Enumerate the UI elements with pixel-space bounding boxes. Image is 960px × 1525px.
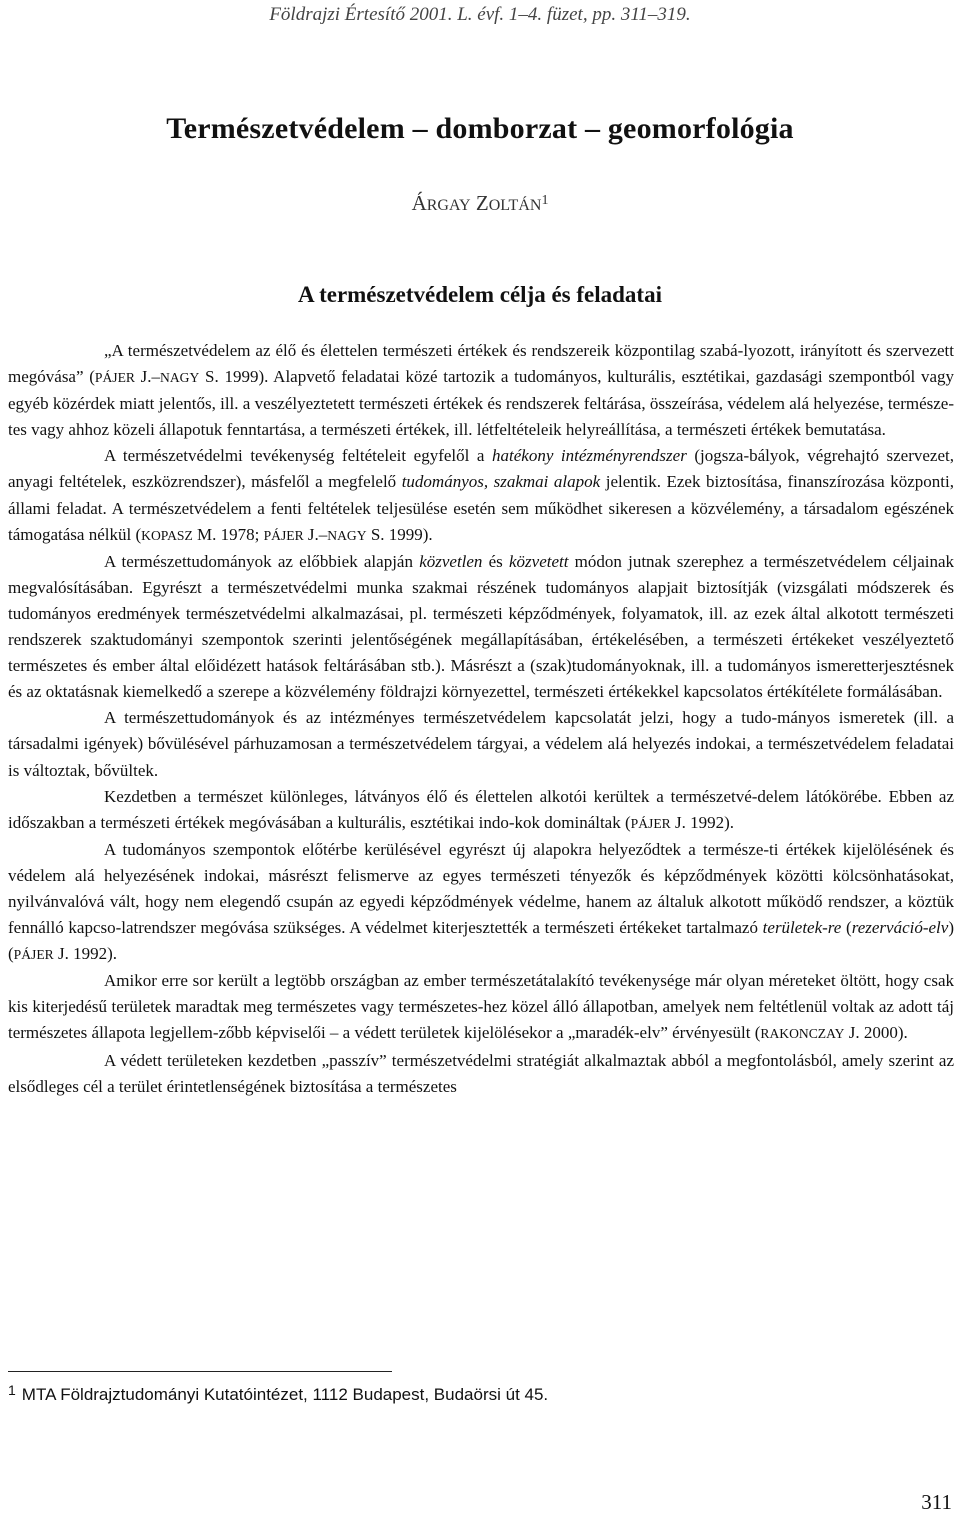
author-last-initial: Z (475, 191, 489, 215)
paragraph-4: A természettudományok és az intézményes természetvédelem kapcsolatát jelzi, hogy a tudo-mányos ismeretek (ill. a társadalmi igények) bővülésével párhuzamosan a természetvédelem tárgyai, a védelem alá helyezés indokai, a természetvédelem feladatai is változtak, bővültek. (8, 708, 954, 780)
emphasis: rezerváció-elv (851, 918, 949, 938)
paragraph-6: A tudományos szempontok előtérbe kerülésével egyrészt új alapokra helyeződtek a természe-ti értékek kijelölésének és védelem alá helyezésének indokai, másrészt felismerve az egyes természeti tényezők és képződmények közötti kölcsönhatásokat, nyilvánvalóvá vált, hogy nem elegendő csupán az egyedi képződmények védelme, hanem az általuk alkotott működő rendszer, a köztük fennálló kapcso-latrendszer megóvása szükséges. A védelmet kiterjesztették a természeti értékeket tartalmazó területek-re (rezerváció-elv) (PÁJER J. 1992). (8, 839, 954, 964)
paragraph-7: Amikor erre sor került a legtöbb országban az ember természetátalakító tevékenysége már olyan méreteket öltött, hogy csak kis kiterjedésű területek maradtak meg természetes vagy természetes-hez közel álló állapotban, amelyek nem feltétlenül voltak az adott táj természetes állapota legjellem-zőbb képviselői – a védett területek kijelölésekor a „maradék-elv” érvényesült (RAKONCZAY J. 2000). (8, 971, 954, 1043)
citation-author: PÁJER (94, 370, 135, 386)
citation-author: NAGY (160, 370, 200, 386)
citation-author: PÁJER (13, 947, 54, 963)
paragraph-8: A védett területeken kezdetben „passzív” természetvédelmi stratégiát alkalmaztak abból a megfontolásból, amely szerint az elsődleges cél a terület érintetlenségének biztosítása a természetes (8, 1050, 954, 1096)
section-heading: A természetvédelem célja és feladatai (297, 282, 662, 307)
paragraph-2: A természetvédelmi tevékenység feltételeit egyfelől a hatékony intézményrendszer (jogsza-bályok, végrehajtó szervezet, anyagi feltételek, eszközrendszer), másfelől a megfelelő tudományos, szakmai alapok jelentik. Ezek biztosítása, finanszírozása központi, állami feladat. A természetvédelem a fenti feltételek teljesülése esetén sem működhet sikeresen a közvélemény, a társadalom egészének támogatása nélkül (KOPASZ M. 1978; PÁJER J.–NAGY S. 1999). (8, 446, 954, 544)
citation-author: NAGY (327, 527, 367, 543)
author-first-rest: RGAY (426, 197, 471, 214)
paragraph-5: Kezdetben a természet különleges, látványos élő és élettelen alkotói kerültek a természetvé-delem látókörébe. Ebben az időszakban a természeti értékek megóvásában a kulturális, esztétikai indo-kok domináltak (PÁJER J. 1992). (8, 786, 954, 832)
emphasis: területek-re (762, 918, 842, 938)
article-title: Természetvédelem – domborzat – geomorfológia (166, 112, 794, 145)
footnote (8, 1382, 948, 1405)
citation-author: RAKONCZAY (760, 1026, 845, 1042)
citation-author: PÁJER (263, 527, 304, 543)
page-number: 311 (921, 1490, 952, 1514)
footnote-text: MTA Földrajztudományi Kutatóintézet, 1112 Budapest, Budaörsi út 45. (21, 1385, 549, 1404)
author-footnote-mark: 1 (541, 193, 549, 208)
author-first-initial: Á (411, 191, 427, 215)
article-body (8, 338, 954, 1100)
emphasis: közvetett (509, 551, 569, 571)
footnote-divider (8, 1371, 392, 1372)
paragraph-3: A természettudományok az előbbiek alapján közvetlen és közvetett módon jutnak szerephez a természetvédelem céljainak megvalósításában. Egyrészt a természetvédelmi munka szakmai részének tudományos alapjait biztosítják (vizsgálati módszerek és tudományos eredmények természetvédelmi alkalmazásai, pl. természeti képződmények, folyamatok, ill. az ezek által alkotott természeti rendszerek szaktudományi szempontok szerinti jelentőségének megállapításában, értékelésében, a természeti értékeket veszélyeztető természetes és ember által előidézett hatások feltárásában stb.). Másrészt a (szak)tudományoknak, ill. a tudományos ismeretterjesztésnek és az oktatásnak kiemelkedő a szerepe a közvélemény földrajzi környezettel, természeti értékekkel kapcsolatos értékítélete formálásában. (8, 551, 955, 702)
running-head: Földrajzi Értesítő 2001. L. évf. 1–4. füzet, pp. 311–319. (269, 4, 691, 25)
paragraph-1: „A természetvédelem az élő és élettelen természeti értékek és rendszereik központilag szabá-lyozott, irányított és szervezett megóvása” (PÁJER J.–NAGY S. 1999). Alapvető feladatai közé tartozik a tudományos, kulturális, esztétikai, gazdasági szempontból vagy egyéb közérdek miatt jelentős, ill. a veszélyeztetett természeti értékek és rendszerek feltárása, összeírása, védelem alá helyezése, természe-tes vagy ahhoz közeli állapotuk fenntartása, a természeti értékek, ill. létfeltételeik helyreállítása, a természeti értékek bemutatása. (8, 341, 954, 440)
emphasis: hatékony intézményrendszer (492, 446, 687, 466)
citation-author: PÁJER (630, 815, 671, 831)
emphasis: közvetlen (419, 551, 483, 571)
emphasis: tudományos, szakmai alapok (401, 472, 601, 492)
author-last-rest: OLTÁN (488, 197, 542, 214)
author-line (0, 191, 960, 216)
footnote-mark: 1 (8, 1382, 16, 1398)
citation-author: KOPASZ (141, 527, 193, 543)
